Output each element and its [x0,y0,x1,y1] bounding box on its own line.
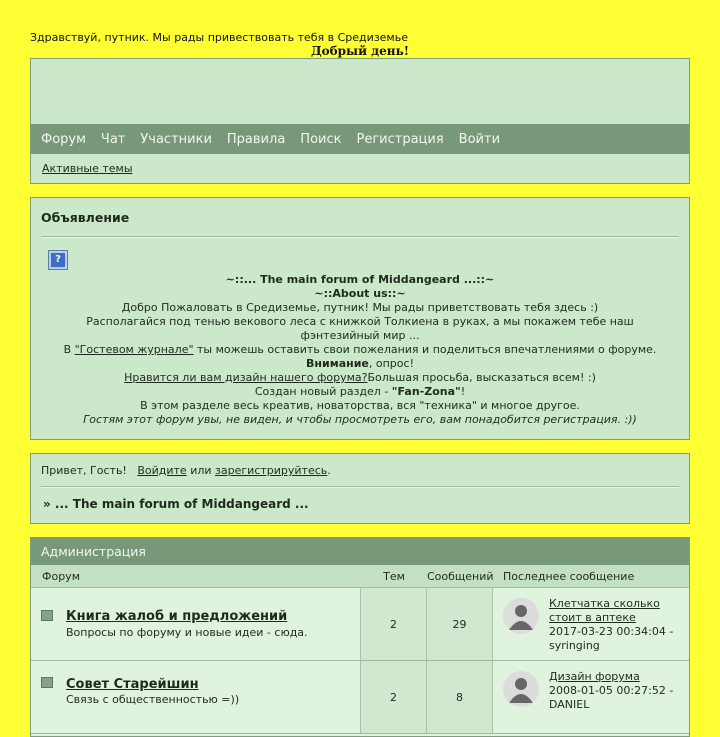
nav-rules[interactable]: Правила [226,131,286,147]
last-post-cell [493,661,689,733]
avatar [503,671,539,707]
text: В [63,343,75,356]
active-topics-link[interactable]: Активные темы [42,162,133,175]
avatar [503,598,539,634]
col-topics: Тем [383,569,405,583]
subnav [31,154,689,183]
forum-description: Вопросы по форуму и новые идеи - сюда. [66,626,308,639]
col-forum: Форум [42,569,80,583]
forum-cell [31,588,361,660]
attention-label: Внимание [306,357,369,370]
nav-forum[interactable]: Форум [41,131,86,147]
nav-chat[interactable]: Чат [100,131,126,147]
announcement-line: ~::About us::~ [314,287,406,300]
last-post-title: Дизайн форума [549,670,640,683]
welcome-panel [30,453,690,524]
announcement-line: В этом разделе весь креатив, новаторства, вся "техника" и многое другое. [140,399,580,412]
forum-status-icon [41,677,53,688]
announcement-line: Гостям этот форум увы, не виден, и чтобы просмотреть его, вам понадобится регистрация. :)) [83,413,637,426]
forum-title-link[interactable]: Совет Старейшин [66,677,199,692]
announcement-title: Объявление [41,198,679,237]
forum-row [31,661,689,734]
guest-greeting: Привет, Гость! [41,464,127,477]
announcement-line [41,385,679,399]
forum-row [31,588,689,661]
announcement-line: фэнтезийный мир ... [300,329,420,342]
register-link[interactable]: зарегистрируйтесь [215,464,328,477]
last-post-title-cont: стоит в аптеке [549,611,636,624]
text: ! [460,385,466,398]
column-headers [31,565,689,588]
welcome-line [41,454,679,487]
nav-search[interactable]: Поиск [300,131,342,147]
dot: . [327,464,331,477]
forum-status-icon [41,610,53,621]
last-post-info [549,597,685,653]
last-post-info [549,670,685,712]
forum-description: Связь с общественностью =)) [66,693,240,706]
topics-count: 2 [361,661,427,733]
col-posts: Сообщений [427,569,494,583]
last-post-link[interactable] [549,597,660,624]
topics-count: 2 [361,588,427,660]
breadcrumb[interactable]: » ... The main forum of Middangeard ... [43,497,309,511]
nav-members[interactable]: Участники [140,131,212,147]
greeting-top: Здравствуй, путник. Мы рады привествовать тебя в Средиземье [30,31,408,44]
guestbook-link[interactable]: "Гостевом журнале" [74,343,194,356]
forum-section-administration [30,537,690,737]
main-nav [31,124,689,154]
last-post-date: 2017-03-23 00:34:04 - [549,625,674,638]
last-post-cell [493,588,689,660]
greeting-day-text: Добрый день! [310,44,409,58]
forum-cell [31,661,361,733]
announcement-body [41,273,679,427]
announcement-line: Располагайся под тенью векового леса с книжкой Толкиена в руках, а мы покажем тебе наш [86,315,634,328]
section-title[interactable]: Администрация [31,538,689,565]
text: ты можешь оставить свои пожелания и поделиться впечатлениями о форуме. [193,343,657,356]
last-post-title: Клетчатка сколько [549,597,660,610]
announcement-line: ~::... The main forum of Middangeard ...::~ [225,273,495,286]
posts-count: 29 [427,588,493,660]
col-last-post: Последнее сообщение [503,569,635,583]
nav-login[interactable]: Войти [458,131,501,147]
login-link[interactable]: Войдите [137,464,187,477]
poll-link[interactable]: Нравится ли вам дизайн нашего форума? [124,371,368,384]
text: Создан новый раздел - [254,385,392,398]
text: , опрос! [368,357,414,370]
posts-count: 8 [427,661,493,733]
last-post-user: syringing [549,639,600,652]
announcement-line [41,343,679,357]
help-icon[interactable]: ? [49,251,67,269]
announcement-line [41,371,679,385]
announcement-line: Добро Пожаловать в Средиземье, путник! Мы рады приветствовать тебя здесь :) [121,301,599,314]
announcement-panel [30,197,690,440]
last-post-date: 2008-01-05 00:27:52 - [549,684,674,697]
text: Большая просьба, высказаться всем! :) [367,371,596,384]
greeting-day [0,44,720,58]
or-text: или [190,464,212,477]
fan-zona-label: "Fan-Zona" [391,385,461,398]
last-post-link[interactable] [549,670,640,683]
announcement-line [41,357,679,371]
forum-title-link[interactable]: Книга жалоб и предложений [66,609,288,624]
nav-register[interactable]: Регистрация [356,131,444,147]
header-logo-area [31,59,689,124]
last-post-user: DANIEL [549,698,590,711]
header-panel [30,58,690,184]
